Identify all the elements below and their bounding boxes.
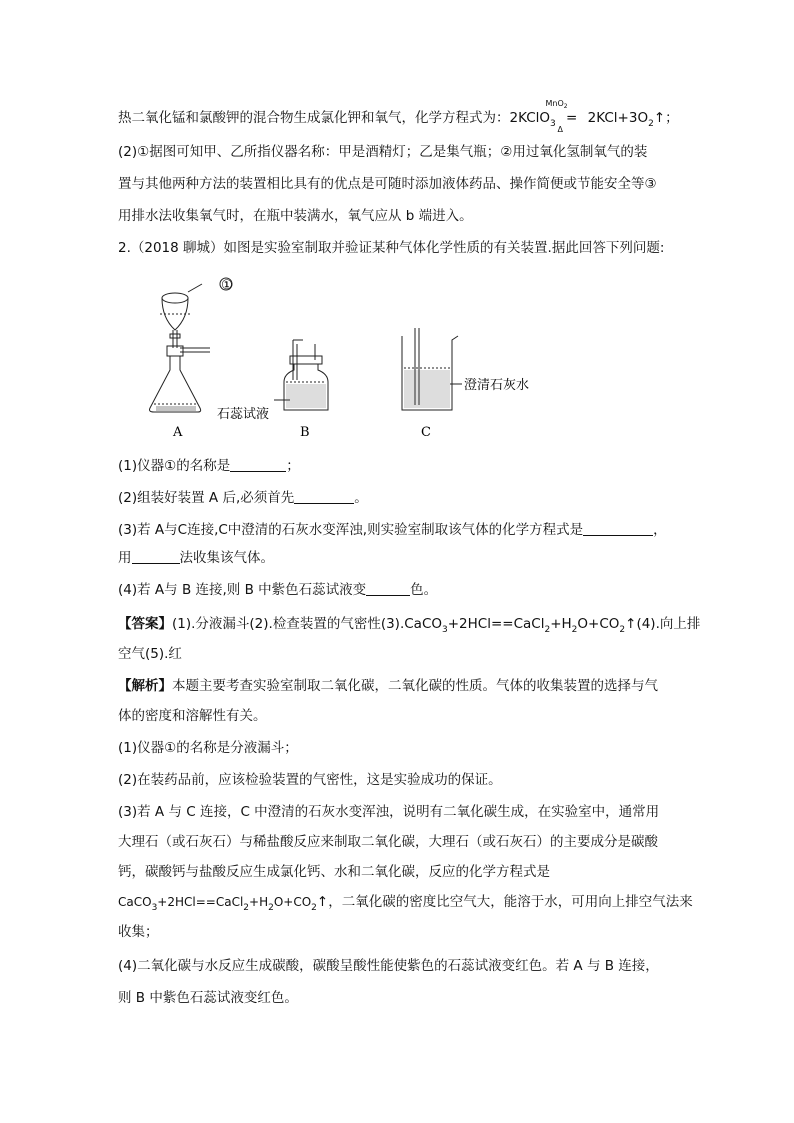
question-text: (3)若 A与C连接,C中澄清的石灰水变浑浊,则实验室制取该气体的化学方程式是 (118, 522, 584, 538)
subscript: 3 (442, 625, 448, 635)
analysis-line: (2)在装药品前，应该检验装置的气密性，这是实验成功的保证。 (118, 772, 502, 788)
analysis-text: O+CO (273, 895, 312, 909)
answer-line: 空气(5).红 (118, 646, 182, 662)
question-text: 用 (118, 550, 132, 566)
subscript: 2 (648, 119, 654, 129)
answer-tag: 【答案】 (118, 616, 172, 632)
analysis-tag: 【解析】 (118, 678, 172, 694)
question-text: 法收集该气体。 (179, 550, 274, 566)
answer-blank (132, 549, 180, 564)
label-a: A (173, 425, 183, 440)
analysis-line: (4)二氧化碳与水反应生成碳酸，碳酸呈酸性能使紫色的石蕊试液变红色。若 A 与 B 连接， (118, 958, 659, 974)
question-heading: 2.（2018 聊城）如图是实验室制取并验证某种气体化学性质的有关装置.据此回答下列问题: (118, 240, 665, 256)
label-b: B (300, 425, 310, 440)
question-item (118, 548, 274, 568)
limewater-label: 澄清石灰水 (464, 378, 530, 393)
question-text: 。 (354, 490, 368, 506)
subscript: 2 (243, 903, 250, 913)
question-text: (4)若 A与 B 连接,则 B 中紫色石蕊试液变 (118, 582, 367, 598)
subscript: 2 (544, 625, 551, 635)
analysis-text: +2HCl==CaCl (157, 895, 244, 909)
text-line: 置与其他两种方法的装置相比具有的优点是可随时添加液体药品、操作简便或节能安全等③ (118, 176, 657, 192)
analysis-text: CaCO (118, 895, 152, 909)
eq-end: ↑； (653, 110, 679, 126)
analysis-text: ↑，二氧化碳的密度比空气大，能溶于水，可用向上排空气法来 (316, 894, 693, 910)
litmus-label: 石蕊试液 (217, 407, 270, 422)
subscript: 2 (268, 903, 274, 913)
question-text: (1)仪器①的名称是 (118, 458, 231, 474)
question-item (118, 488, 368, 508)
apparatus-figure (140, 270, 560, 445)
subscript: 2 (311, 903, 317, 913)
question-item (118, 456, 300, 476)
answer-blank (366, 581, 410, 596)
analysis-line: 体的密度和溶解性有关。 (118, 708, 267, 724)
catalyst-label (546, 94, 568, 115)
catalyst: MnO (545, 99, 564, 108)
analysis-line: 钙，碳酸钙与盐酸反应生成氯化钙、水和二氧化碳，反应的化学方程式是 (118, 864, 550, 880)
analysis-line: 收集； (118, 924, 159, 940)
eq-left: 2KClO (509, 110, 551, 126)
analysis-line (118, 676, 658, 696)
answer-text: +2HCl==CaCl (447, 616, 545, 632)
analysis-line: 大理石（或石灰石）与稀盐酸反应来制取二氧化碳，大理石（或石灰石）的主要成分是碳酸 (118, 834, 658, 850)
answer-line (118, 614, 700, 636)
question-text: (2)组装好装置 A 后,必须首先 (118, 490, 295, 506)
label-c: C (421, 425, 431, 440)
subscript: 2 (563, 103, 568, 110)
answer-text: (1).分液漏斗(2).检查装置的气密性(3).CaCO (172, 616, 442, 632)
answer-text: ↑(4).向上排 (625, 616, 701, 632)
analysis-text: 本题主要考查实验室制取二氧化碳，二氧化碳的性质。气体的收集装置的选择与气 (172, 678, 658, 694)
text-line: 用排水法收集氧气时，在瓶中装满水，氧气应从 b 端进入。 (118, 208, 473, 224)
answer-blank (230, 457, 286, 472)
question-text: 色。 (410, 582, 438, 598)
subscript: 3 (151, 903, 158, 913)
question-text: ， (653, 522, 667, 538)
subscript: 3 (550, 119, 556, 129)
eq-sign: = (566, 110, 578, 126)
paragraph-text: 热二氧化锰和氯酸钾的混合物生成氯化钾和氧气，化学方程式为： (118, 110, 510, 126)
analysis-line: 则 B 中紫色石蕊试液变红色。 (118, 990, 298, 1006)
text-line: (2)①据图可知甲、乙所指仪器名称：甲是酒精灯；乙是集气瓶；②用过氧化氢制氧气的装 (118, 144, 648, 160)
conical-flask (150, 346, 211, 412)
analysis-line: (1)仪器①的名称是分液漏斗； (118, 740, 298, 756)
text-line (118, 99, 679, 134)
marker-label: ① (221, 278, 233, 293)
analysis-line (118, 892, 693, 914)
answer-blank (583, 521, 653, 536)
answer-blank (294, 489, 354, 504)
question-item (118, 580, 437, 600)
analysis-line: (3)若 A 与 C 连接，C 中澄清的石灰水变浑浊，说明有二氧化碳生成，在实验室中，通常用 (118, 804, 660, 820)
subscript: 2 (619, 625, 626, 635)
question-item (118, 520, 667, 540)
question-text: ； (286, 458, 300, 474)
subscript: 2 (571, 625, 578, 635)
analysis-text: +H (249, 895, 269, 909)
eq-right: 2KCl+3O (587, 110, 649, 126)
heat-symbol: Δ (557, 125, 563, 134)
answer-text: +H (550, 616, 572, 632)
chemical-equation (509, 99, 679, 134)
answer-text: O+CO (577, 616, 620, 632)
